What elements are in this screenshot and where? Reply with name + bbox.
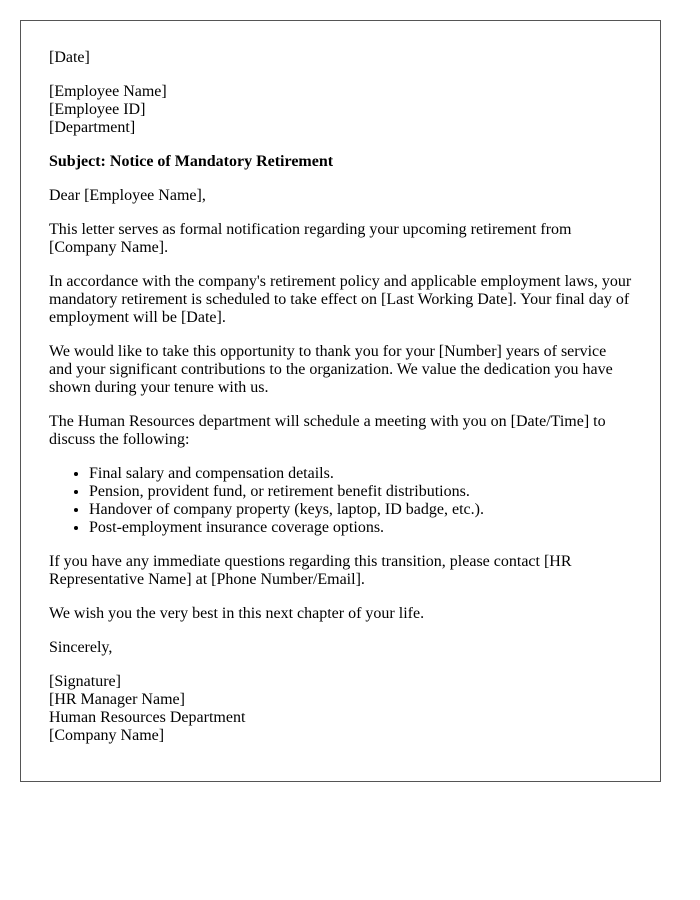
recipient-id: [Employee ID]: [49, 101, 146, 118]
paragraph-meeting: The Human Resources department will schedule a meeting with you on [Date/Time] to discuss the following:: [49, 413, 606, 448]
signature: [Signature]: [49, 673, 121, 690]
recipient-name: [Employee Name]: [49, 83, 167, 100]
signer-department: Human Resources Department: [49, 709, 246, 726]
paragraph-policy: In accordance with the company's retirement policy and applicable employment laws, your mandatory retirement is scheduled to take effect on [Last Working Date]. Your final day of employment will be [Date].: [49, 273, 632, 326]
list-item: • Handover of company property (keys, laptop, ID badge, etc.).: [89, 501, 632, 519]
list-item: • Pension, provident fund, or retirement benefit distributions.: [89, 483, 632, 501]
letter-date: [Date]: [49, 49, 90, 66]
signer-name: [HR Manager Name]: [49, 691, 185, 708]
signature-block: [49, 673, 632, 745]
letter: [20, 20, 661, 782]
paragraph-thanks: We would like to take this opportunity to thank you for your [Number] years of service and your significant contributions to the organization. We value the dedication you have shown during your tenure with us.: [49, 343, 613, 396]
paragraph-wishes: We wish you the very best in this next chapter of your life.: [49, 605, 425, 622]
closing: Sincerely,: [49, 639, 113, 656]
recipient-department: [Department]: [49, 119, 136, 136]
signer-company: [Company Name]: [49, 727, 165, 744]
paragraph-contact: If you have any immediate questions regarding this transition, please contact [HR Representative Name] at [Phone Number/Email].: [49, 553, 572, 588]
discussion-list: [49, 465, 632, 537]
recipient-block: [49, 83, 632, 137]
list-item: • Final salary and compensation details.: [89, 465, 632, 483]
salutation: Dear [Employee Name],: [49, 187, 206, 204]
paragraph-notification: This letter serves as formal notification regarding your upcoming retirement from [Company Name].: [49, 221, 572, 256]
subject-line: Subject: Notice of Mandatory Retirement: [49, 153, 334, 170]
list-item: • Post-employment insurance coverage options.: [89, 519, 632, 537]
